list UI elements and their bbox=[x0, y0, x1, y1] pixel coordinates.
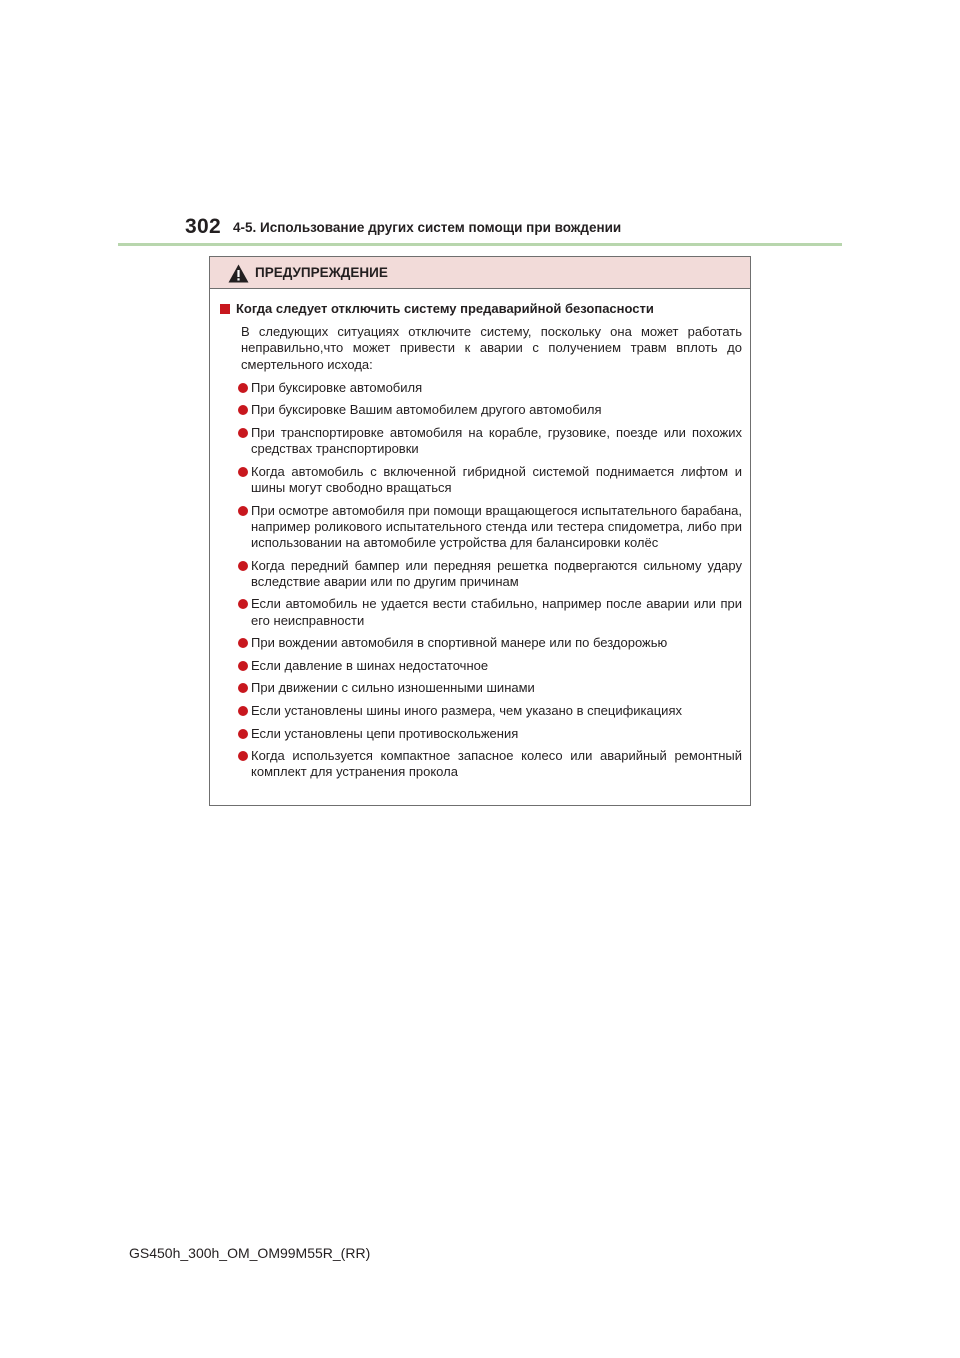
list-item bbox=[220, 402, 742, 418]
red-dot-bullet-icon bbox=[238, 405, 248, 415]
document-code: GS450h_300h_OM_OM99M55R_(RR) bbox=[129, 1245, 371, 1261]
warning-box bbox=[209, 256, 751, 806]
list-item bbox=[220, 726, 742, 742]
red-dot-bullet-icon bbox=[238, 506, 248, 516]
list-item-text: При транспортировке автомобиля на корабле, грузовике, поезде или похожих средствах транспортировки bbox=[251, 425, 742, 457]
red-dot-bullet-icon bbox=[238, 599, 248, 609]
red-dot-bullet-icon bbox=[238, 661, 248, 671]
header-divider bbox=[118, 243, 842, 246]
list-item bbox=[220, 680, 742, 696]
list-item-text: При осмотре автомобиля при помощи вращающегося испытательного барабана, например роликового испытательного стенда или тестера спидометра, либо при использовании на автомобиле устройства для балансировки колёс bbox=[251, 502, 742, 550]
warning-triangle-icon bbox=[228, 264, 249, 283]
red-dot-bullet-icon bbox=[238, 729, 248, 739]
list-item-text: Если давление в шинах недостаточное bbox=[251, 657, 489, 673]
list-item-text: Когда автомобиль с включенной гибридной системой поднимается лифтом и шины могут свободно вращаться bbox=[251, 463, 742, 495]
warning-title: ПРЕДУПРЕЖДЕНИЕ bbox=[255, 265, 388, 280]
list-item-text: Если установлены шины иного размера, чем указано в спецификациях bbox=[251, 702, 682, 718]
list-item bbox=[220, 635, 742, 651]
warning-body bbox=[210, 289, 750, 781]
red-dot-bullet-icon bbox=[238, 751, 248, 761]
red-dot-bullet-icon bbox=[238, 467, 248, 477]
list-item bbox=[220, 425, 742, 457]
page-number: 302 bbox=[185, 215, 221, 238]
list-item bbox=[220, 596, 742, 628]
warning-intro: В следующих ситуациях отключите систему, поскольку она может работать неправильно,что может привести к аварии с получением травм вплоть до смертельного исхода: bbox=[241, 324, 742, 372]
page-header bbox=[185, 212, 845, 246]
list-item-text: Когда используется компактное запасное колесо или аварийный ремонтный комплект для устранения прокола bbox=[251, 748, 742, 780]
list-item-text: При буксировке Вашим автомобилем другого автомобиля bbox=[251, 402, 602, 418]
list-item bbox=[220, 380, 742, 396]
red-dot-bullet-icon bbox=[238, 561, 248, 571]
list-item bbox=[220, 558, 742, 590]
list-item bbox=[220, 748, 742, 780]
red-dot-bullet-icon bbox=[238, 683, 248, 693]
list-item bbox=[220, 503, 742, 552]
list-item-text: При вождении автомобиля в спортивной манере или по бездорожью bbox=[251, 635, 668, 651]
red-dot-bullet-icon bbox=[238, 706, 248, 716]
list-item-text: Если установлены цепи противоскольжения bbox=[251, 725, 519, 741]
red-dot-bullet-icon bbox=[238, 428, 248, 438]
red-square-bullet-icon bbox=[220, 304, 230, 314]
section-title: 4-5. Использование других систем помощи при вождении bbox=[233, 220, 622, 235]
list-item bbox=[220, 703, 742, 719]
red-dot-bullet-icon bbox=[238, 638, 248, 648]
warning-subheading-text: Когда следует отключить систему предаварийной безопасности bbox=[236, 301, 654, 316]
red-dot-bullet-icon bbox=[238, 383, 248, 393]
list-item-text: При буксировке автомобиля bbox=[251, 379, 423, 395]
warning-header bbox=[210, 257, 750, 289]
warning-list bbox=[220, 380, 742, 781]
list-item bbox=[220, 658, 742, 674]
list-item-text: Если автомобиль не удается вести стабильно, например после аварии или при его неисправности bbox=[251, 596, 742, 628]
warning-subheading bbox=[220, 301, 742, 317]
list-item-text: При движении с сильно изношенными шинами bbox=[251, 680, 535, 696]
list-item-text: Когда передний бампер или передняя решетка подвергаются сильному удару вследствие аварии или по другим причинам bbox=[251, 557, 742, 589]
list-item bbox=[220, 464, 742, 496]
